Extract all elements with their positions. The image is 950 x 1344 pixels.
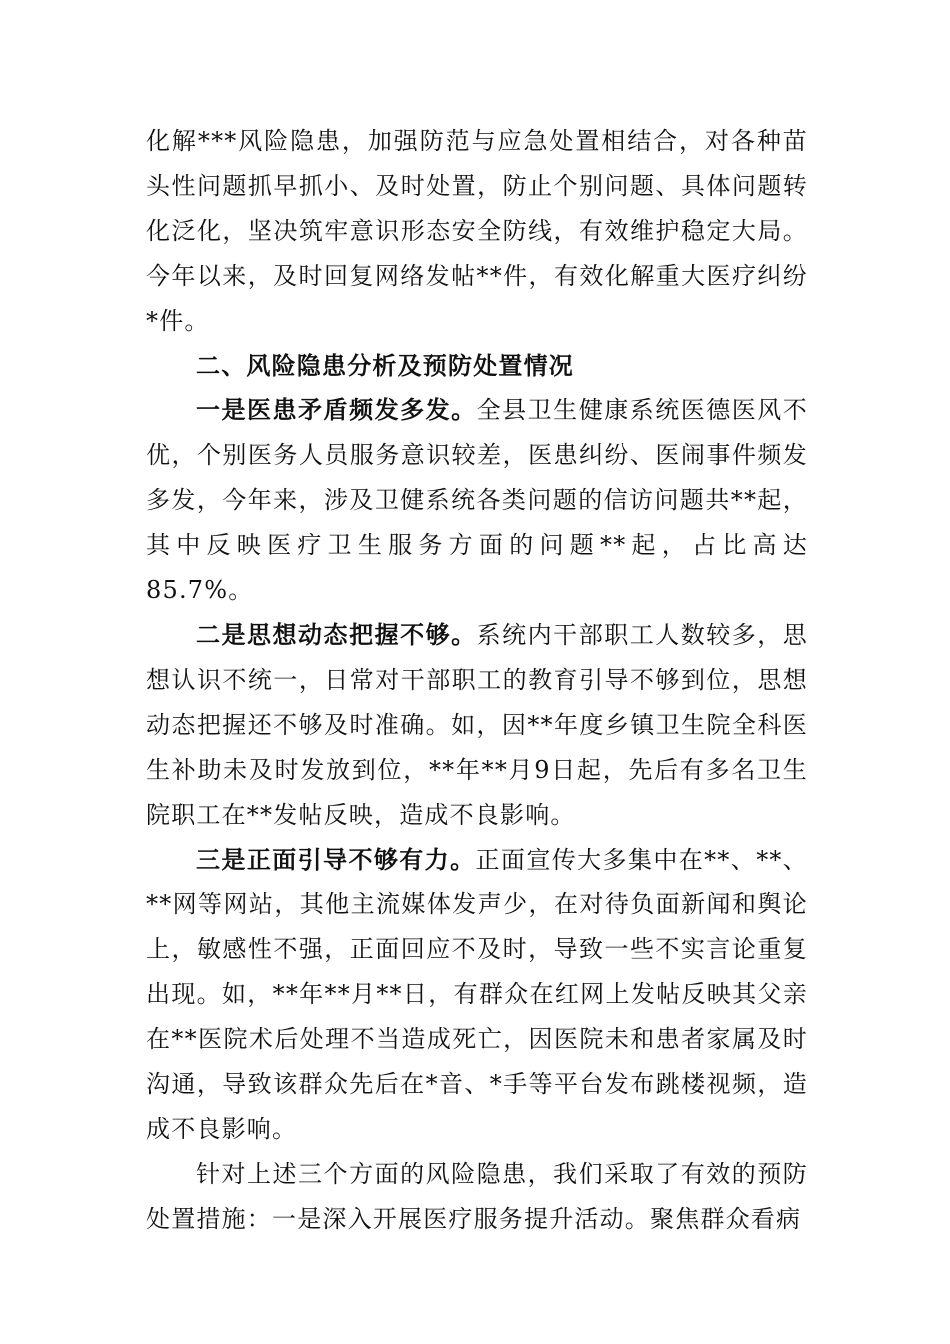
item-2-paragraph <box>146 613 808 838</box>
item-3-paragraph <box>146 838 808 1152</box>
section-heading: 二、风险隐患分析及预防处置情况 <box>196 351 574 380</box>
intro-paragraph: 化解***风险隐患，加强防范与应急处置相结合，对各种苗头性问题抓早抓小、及时处置，防止个别问题、具体问题转化泛化，坚决筑牢意识形态安全防线，有效维护稳定大局。今年以来，及时回复网络发帖**件，有效化解重大医疗纠纷*件。 <box>146 127 808 335</box>
item-3-body: 正面宣传大多集中在**、**、**网等网站，其他主流媒体发声少，在对待负面新闻和舆论上，敏感性不强，正面回应不及时，导致一些不实言论重复出现。如，**年**月**日，有群众在红网上发帖反映其父亲在**医院术后处理不当造成死亡，因医院未和患者家属及时沟通，导致该群众先后在*音、*手等平台发布跳楼视频，造成不良影响。 <box>146 845 809 1143</box>
item-1-paragraph <box>146 388 808 613</box>
item-3-lead: 三是正面引导不够有力。 <box>196 845 476 874</box>
document-page <box>146 119 808 1242</box>
item-1-lead: 一是医患矛盾频发多发。 <box>196 396 477 425</box>
measures-paragraph: 针对上述三个方面的风险隐患，我们采取了有效的预防处置措施：一是深入开展医疗服务提升活动。聚焦群众看病 <box>146 1159 808 1233</box>
item-2-lead: 二是思想动态把握不够。 <box>196 620 477 649</box>
item-1-body: 全县卫生健康系统医德医风不优，个别医务人员服务意识较差，医患纠纷、医闹事件频发多发，今年来，涉及卫健系统各类问题的信访问题共**起，其中反映医疗卫生服务方面的问题**起，占比高达85.7%。 <box>146 396 808 605</box>
item-2-body: 系统内干部职工人数较多，思想认识不统一，日常对干部职工的教育引导不够到位，思想动态把握还不够及时准确。如，因**年度乡镇卫生院全科医生补助未及时发放到位，**年**月9日起，先后有多名卫生院职工在**发帖反映，造成不良影响。 <box>146 620 808 829</box>
